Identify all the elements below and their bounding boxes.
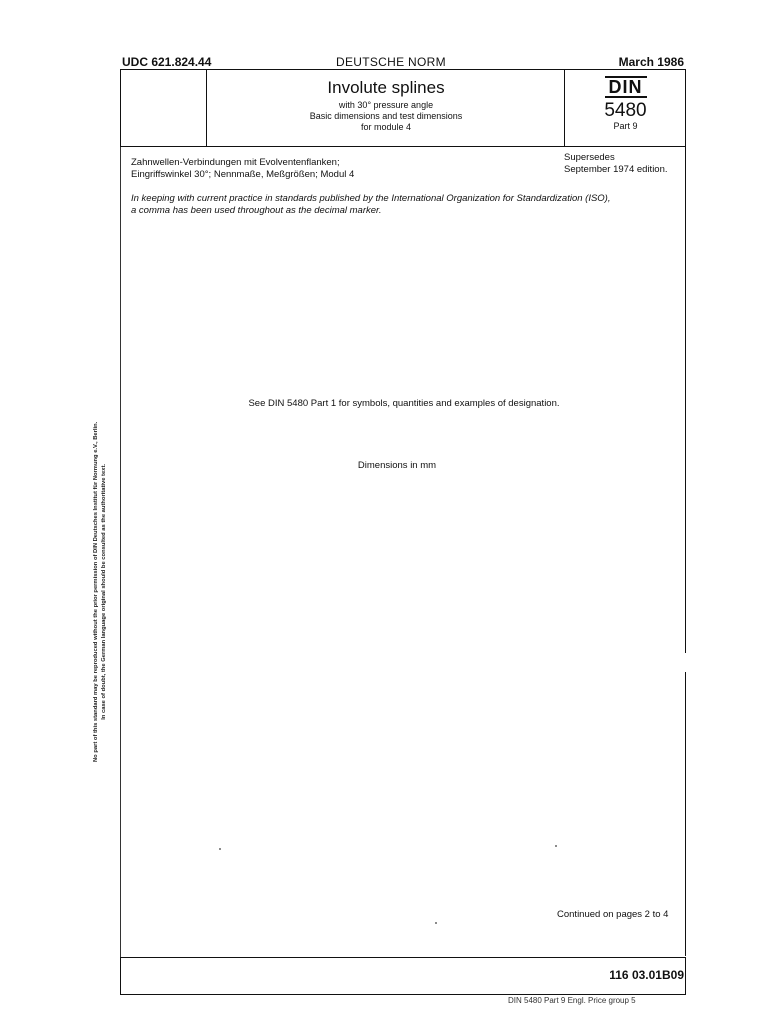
footer-block [120, 957, 686, 995]
right-margin-rule-lower [685, 672, 686, 956]
right-margin-rule [685, 147, 686, 653]
udc-number: UDC 621.824.44 [122, 55, 212, 69]
din-logo: DIN [605, 76, 647, 98]
scan-speck [435, 922, 437, 924]
din-designation [566, 76, 685, 131]
supersedes-note [564, 152, 668, 176]
title-line-1: with 30° pressure angle [338, 100, 434, 110]
title-line-2: Basic dimensions and test dimensions [309, 111, 463, 121]
copyright-notice [93, 422, 108, 762]
norm-label: DEUTSCHE NORM [336, 55, 446, 69]
german-title-line-2: Eingriffswinkel 30°; Nennmaße, Meßgrößen; Modul 4 [131, 169, 355, 180]
german-title-line-1: Zahnwellen-Verbindungen mit Evolventenflanken; [131, 157, 340, 168]
scan-speck [219, 848, 221, 850]
scan-speck [555, 845, 557, 847]
supersedes-line-2: September 1974 edition. [564, 164, 668, 175]
supersedes-line-1: Supersedes [564, 152, 615, 163]
left-margin-rule [120, 147, 121, 957]
iso-decimal-note [131, 193, 676, 217]
din-part: Part 9 [613, 121, 638, 131]
continued-note: Continued on pages 2 to 4 [557, 909, 669, 920]
iso-note-line-1: In keeping with current practice in standards published by the International Organization for Standardization (ISO), [131, 193, 611, 204]
publication-date: March 1986 [618, 55, 684, 69]
symbols-reference-note: See DIN 5480 Part 1 for symbols, quantities and examples of designation. [248, 398, 560, 409]
title-block-divider-right [564, 70, 565, 146]
din-number: 5480 [604, 100, 647, 121]
copyright-line-1: No part of this standard may be reproduced without the prior permission of DIN Deutsches Institut für Normung e.V., Berlin. [93, 421, 99, 762]
title-line-3: for module 4 [360, 122, 412, 132]
german-title [131, 157, 354, 181]
title-block [120, 69, 686, 147]
title-block-divider-left [206, 70, 207, 146]
dimensions-note: Dimensions in mm [357, 460, 437, 471]
footer-price-group: DIN 5480 Part 9 Engl. Price group 5 [508, 996, 636, 1005]
iso-note-line-2: a comma has been used throughout as the decimal marker. [131, 205, 382, 216]
copyright-line-2: In case of doubt, the German language original should be consulted as the authoritative text. [100, 464, 107, 720]
document-code: 116 03.01B09 [609, 968, 684, 982]
title-main: Involute splines [327, 78, 445, 97]
document-title [208, 78, 564, 133]
